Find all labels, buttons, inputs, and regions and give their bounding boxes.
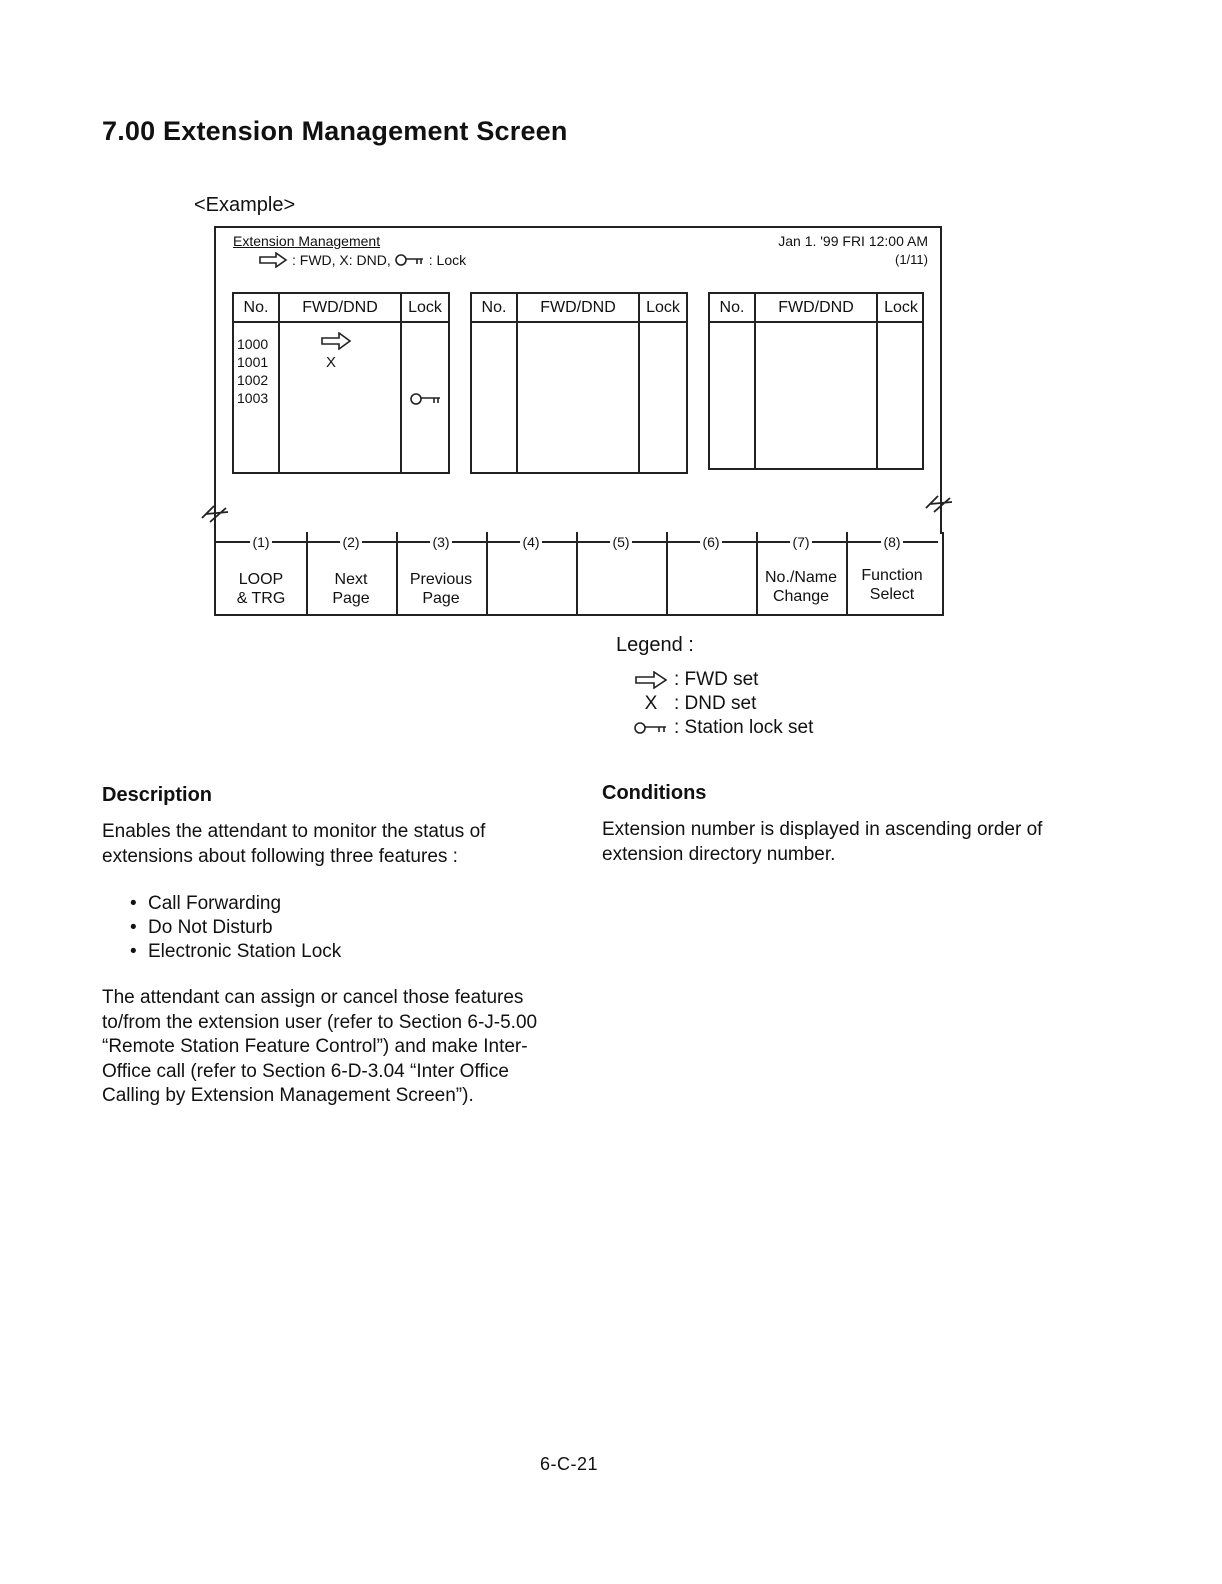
example-label: <Example> <box>194 194 296 216</box>
function-key-loop-trg[interactable] <box>216 532 308 614</box>
extension-number: 1001 <box>237 354 269 370</box>
fwd-arrow-icon <box>634 671 668 689</box>
screen-legend-lock: : Lock <box>428 252 467 268</box>
function-key-4[interactable] <box>486 532 578 614</box>
extension-number: 1002 <box>237 372 269 388</box>
legend-dnd-symbol: X <box>644 693 658 714</box>
function-key-label: Next <box>334 571 368 588</box>
extension-panel-3 <box>708 292 924 470</box>
column-header-lock: Lock <box>640 294 686 323</box>
list-item: • Call Forwarding <box>130 892 341 916</box>
legend-title: Legend : <box>616 634 694 656</box>
description-section <box>102 784 572 869</box>
screen-datetime: Jan 1. '99 FRI 12:00 AM <box>778 233 928 249</box>
screen-legend <box>258 252 466 268</box>
extension-panel-1 <box>232 292 450 474</box>
column-header-fwd-dnd: FWD/DND <box>280 294 402 323</box>
description-body: The attendant can assign or cancel those features to/from the extension user (refer to Section 6-J-5.00 “Remote Station Feature Control”) and make Inter-Office call (refer to Section 6-D-3.04 “Inter Office Calling by Extension Management Screen”). <box>102 987 538 1106</box>
page-number: 6-C-21 <box>540 1454 599 1474</box>
function-key-number: (3) <box>432 534 450 550</box>
extension-number: 1000 <box>237 336 269 352</box>
description-intro: Enables the attendant to monitor the status of extensions about following three features : <box>102 821 486 867</box>
function-key-6[interactable] <box>666 532 758 614</box>
conditions-section <box>602 782 1052 867</box>
break-mark-icon <box>200 500 232 526</box>
screen-legend-text: : FWD, X: DND, <box>292 252 391 268</box>
fwd-arrow-icon <box>258 252 288 268</box>
function-key-number: (8) <box>883 534 901 550</box>
column-header-no: No. <box>710 294 756 323</box>
function-key-label: Previous <box>409 571 473 588</box>
function-key-label: Page <box>332 590 370 607</box>
page-indicator: (1/11) <box>895 252 928 267</box>
function-key-name-change[interactable] <box>756 532 848 614</box>
column-header-lock: Lock <box>402 294 448 323</box>
function-key-number: (4) <box>522 534 540 550</box>
function-key-label: Select <box>869 586 915 603</box>
section-title: 7.00 Extension Management Screen <box>102 116 568 146</box>
column-header-lock: Lock <box>878 294 924 323</box>
key-lock-icon <box>634 721 668 735</box>
legend-lock: : Station lock set <box>674 717 814 738</box>
conditions-body: Extension number is displayed in ascending order of extension directory number. <box>602 819 1043 865</box>
screen-title: Extension Management <box>233 233 381 249</box>
function-key-number: (1) <box>252 534 270 550</box>
function-key-label: Page <box>422 590 460 607</box>
key-lock-icon <box>410 392 442 406</box>
break-mark-icon <box>924 490 956 516</box>
function-key-number: (6) <box>702 534 720 550</box>
column-header-no: No. <box>472 294 518 323</box>
function-key-next-page[interactable] <box>306 532 398 614</box>
list-item: • Do Not Disturb <box>130 916 341 940</box>
function-key-previous-page[interactable] <box>396 532 488 614</box>
function-key-5[interactable] <box>576 532 668 614</box>
function-key-number: (7) <box>792 534 810 550</box>
dnd-mark: X <box>326 354 337 371</box>
function-key-label: Function <box>861 567 923 584</box>
function-key-label: & TRG <box>236 590 286 607</box>
extension-number: 1003 <box>237 390 269 406</box>
function-key-label: No./Name <box>764 569 838 586</box>
legend-fwd: : FWD set <box>674 669 759 690</box>
legend-dnd: : DND set <box>674 693 757 714</box>
list-item: • Electronic Station Lock <box>130 940 341 964</box>
feature-list <box>130 892 341 964</box>
extension-panel-2 <box>470 292 688 474</box>
description-heading: Description <box>102 784 213 806</box>
conditions-heading: Conditions <box>602 782 707 804</box>
function-key-number: (5) <box>612 534 630 550</box>
function-key-function-select[interactable] <box>846 532 938 614</box>
function-key-number: (2) <box>342 534 360 550</box>
column-header-fwd-dnd: FWD/DND <box>756 294 878 323</box>
function-key-label: LOOP <box>238 571 284 588</box>
key-lock-icon <box>395 253 425 267</box>
legend <box>634 668 813 740</box>
function-key-bar <box>214 532 944 616</box>
function-key-label: Change <box>772 588 830 605</box>
column-header-no: No. <box>234 294 280 323</box>
fwd-arrow-icon <box>320 332 352 350</box>
column-header-fwd-dnd: FWD/DND <box>518 294 640 323</box>
